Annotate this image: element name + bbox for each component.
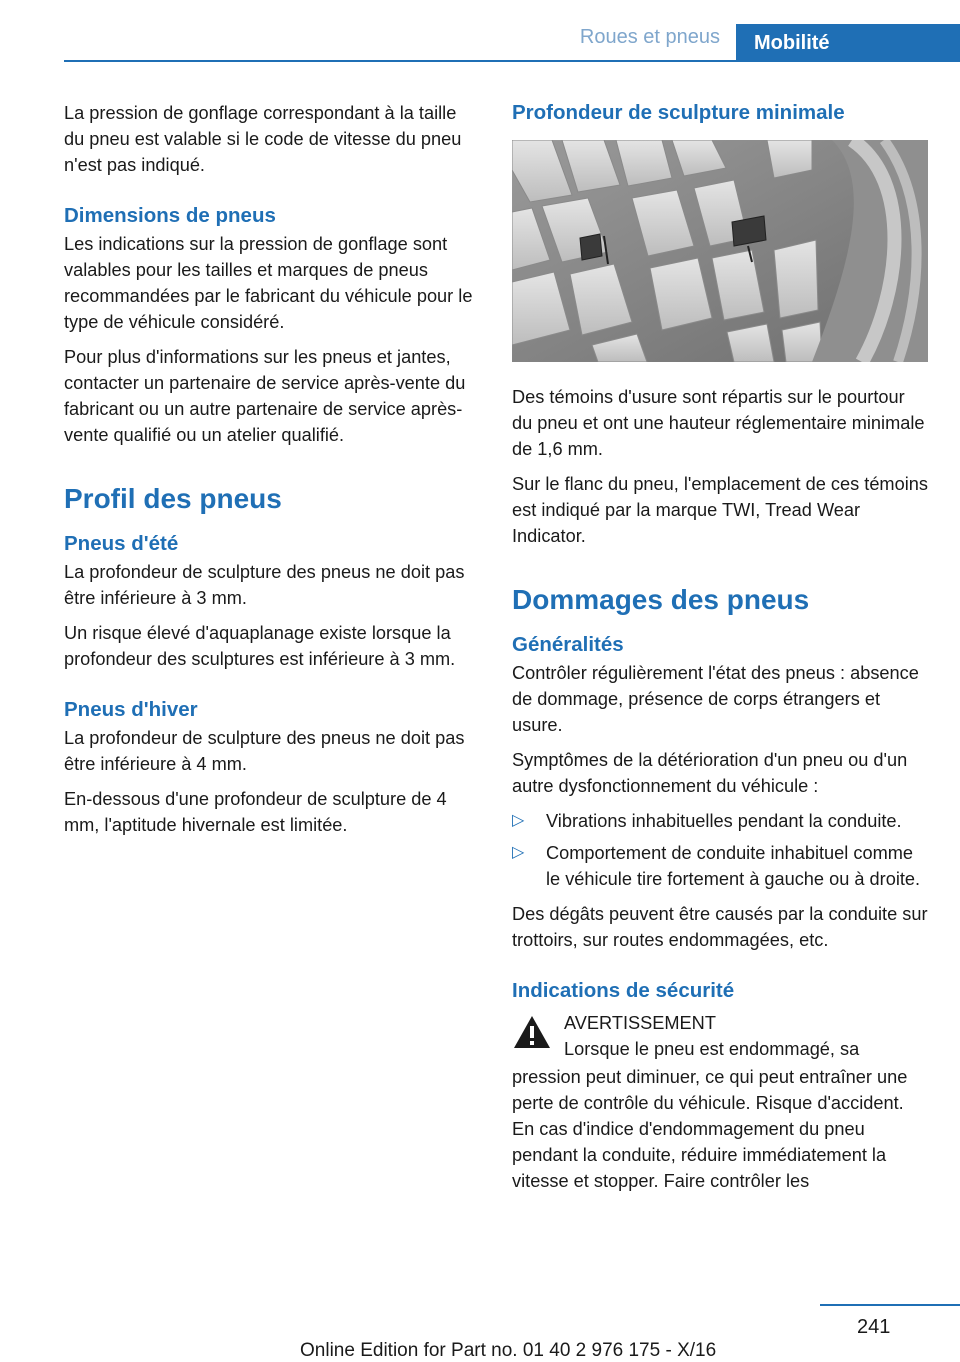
- profondeur-paragraph-2: Sur le flanc du pneu, l'emplacement de ces témoins est indiqué par la marque TWI, Tread Wear Indicator.: [512, 474, 928, 546]
- warning-triangle-icon: [512, 1014, 552, 1057]
- triangle-right-icon: ▷: [512, 844, 525, 861]
- pneus-hiver-heading: Pneus d'hiver: [64, 698, 198, 721]
- page-header: [0, 0, 960, 62]
- page-number: 241: [857, 1316, 891, 1338]
- generalites-heading: Généralités: [512, 633, 624, 656]
- pneus-ete-heading: Pneus d'été: [64, 532, 179, 555]
- right-column: [512, 100, 928, 1194]
- tire-tread-image: [512, 140, 928, 362]
- list-item: [512, 808, 928, 834]
- header-chapter-tab: [736, 24, 960, 62]
- generalites-paragraph-1: Contrôler régulièrement l'état des pneus : absence de dommage, présence de corps étrangers et usure.: [512, 663, 919, 735]
- warning-text-head: Lorsque le pneu est endommagé, sa: [564, 1039, 860, 1059]
- intro-paragraph: La pression de gonflage correspondant à la taille du pneu est valable si le code de vitesse du pneu n'est pas indiqué.: [64, 103, 462, 175]
- pneus-ete-paragraph-2: Un risque élevé d'aquaplanage existe lorsque la profondeur des sculptures est inférieure à 3 mm.: [64, 623, 456, 669]
- dimensions-paragraph-1: Les indications sur la pression de gonflage sont valables pour les tailles et marques de pneus recommandées par le fabricant du véhicule pour le type de véhicule considéré.: [64, 234, 473, 332]
- warning-header: [512, 1010, 928, 1062]
- header-section-label: Roues et pneus: [579, 26, 720, 48]
- pneus-ete-paragraph-1: La profondeur de sculpture des pneus ne doit pas être inférieure à 3 mm.: [64, 562, 465, 608]
- warning-block: [512, 1010, 928, 1194]
- triangle-right-icon: ▷: [512, 812, 525, 829]
- symptom-list: [512, 808, 928, 892]
- footer-rule: [820, 1304, 960, 1306]
- generalites-paragraph-2: Symptômes de la détérioration d'un pneu ou d'un autre dysfonctionnement du véhicule :: [512, 750, 908, 796]
- dimensions-paragraph-2: Pour plus d'informations sur les pneus et jantes, contacter un partenaire de service après-vente du fabricant ou un autre partenaire de service après-vente qualifié ou un atelier qualifié.: [64, 347, 466, 445]
- dimensions-heading: Dimensions de pneus: [64, 204, 276, 227]
- left-column: [64, 100, 480, 847]
- header-chapter-label: Mobilité: [754, 31, 830, 54]
- securite-heading: Indications de sécurité: [512, 979, 735, 1002]
- warning-text: pression peut diminuer, ce qui peut entraîner une perte de contrôle du véhicule. Risque d'accident. En cas d'indice d'endommagement du pneu pendant la conduite, réduire immédiatement la vitesse et stopper. Faire contrôler les: [512, 1067, 908, 1191]
- profondeur-heading: Profondeur de sculpture minimale: [512, 101, 845, 124]
- profondeur-paragraph-1: Des témoins d'usure sont répartis sur le pourtour du pneu et ont une hauteur réglementaire minimale de 1,6 mm.: [512, 387, 925, 459]
- symptom-item-2: Comportement de conduite inhabituel comme le véhicule tire fortement à gauche ou à droite.: [546, 843, 921, 889]
- pneus-hiver-paragraph-1: La profondeur de sculpture des pneus ne doit pas être inférieure à 4 mm.: [64, 728, 465, 774]
- pneus-hiver-paragraph-2: En-dessous d'une profondeur de sculpture de 4 mm, l'aptitude hivernale est limitée.: [64, 789, 447, 835]
- tread-wear-illustration: [512, 140, 928, 362]
- generalites-paragraph-3: Des dégâts peuvent être causés par la conduite sur trottoirs, sur routes endommagées, etc.: [512, 904, 928, 950]
- header-rule: [64, 60, 960, 62]
- edition-footer: Online Edition for Part no. 01 40 2 976 175 - X/16: [300, 1340, 717, 1361]
- symptom-item-1: Vibrations inhabituelles pendant la conduite.: [546, 811, 902, 831]
- dommages-heading: Dommages des pneus: [512, 584, 810, 615]
- warning-title: AVERTISSEMENT: [564, 1013, 716, 1033]
- profil-heading: Profil des pneus: [64, 483, 282, 514]
- list-item: [512, 840, 928, 892]
